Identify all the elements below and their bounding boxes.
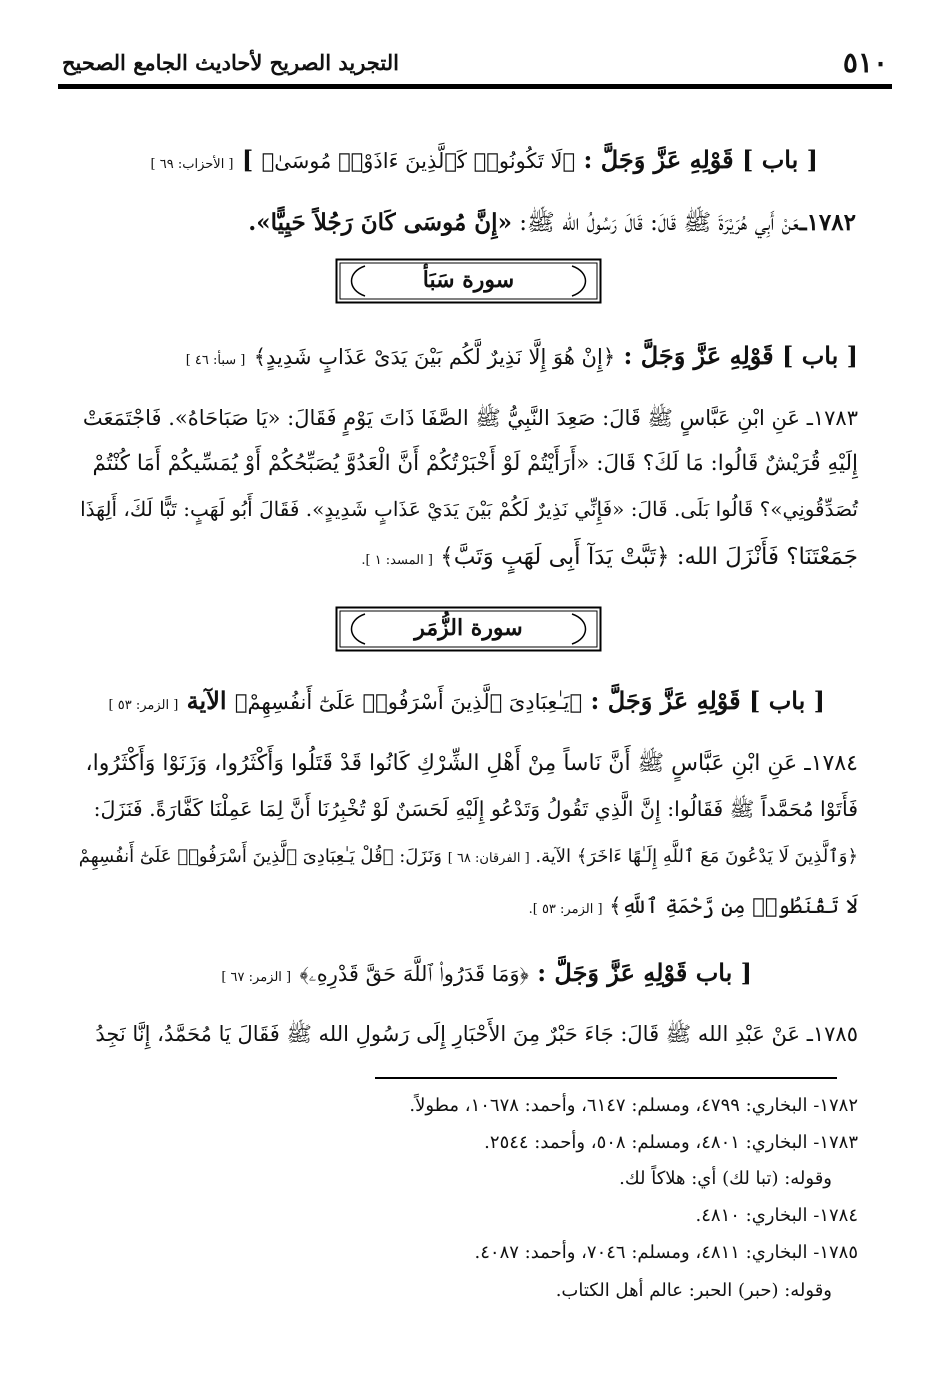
- verse-reference: [ الأحزاب: ٦٩ ]: [150, 157, 234, 172]
- chapter-heading-saba: [186, 341, 858, 370]
- hadith-1783-line-1: ١٧٨٣ـ عَنِ ابْنِ عَبَّاسٍ ﷺ قَالَ: صَعِدَ النَّبِيُّ ﷺ الصَّفَا ذَاتَ يَوْمٍ فَقَالَ: «يَا صَبَاحَاهُ». فَاجْتَمَعَتْ: [82, 406, 858, 430]
- footnote-1782: ١٧٨٢- البخاري: ٤٧٩٩، ومسلم: ٦١٤٧، وأحمد: ١٠٦٧٨، مطولاً.: [409, 1095, 858, 1116]
- verse-reference: [ الزمر: ٥٣ ].: [528, 902, 603, 917]
- chapter-heading-zumar-67: [221, 958, 752, 987]
- hadith-1784-line-4: [529, 894, 858, 918]
- surah-heading-saba: [335, 258, 602, 304]
- footnote-1783: ١٧٨٣- البخاري: ٤٨٠١، ومسلم: ٥٠٨، وأحمد: ٢٥٤٤.: [484, 1132, 858, 1153]
- running-header: [58, 42, 892, 82]
- hadith-1784-line-1: ١٧٨٤ـ عَنِ ابْنِ عَبَّاسٍ ﷺ أَنَّ نَاساً مِنْ أَهْلِ الشِّرْكِ كَانُوا قَدْ قَتَلُوا وَأَكْثَرُوا، وَزَنَوْا وَأَكْثَرُوا،: [85, 751, 858, 776]
- chapter-open: [ باب ] قَوْلِهِ عَزَّ وَجَلَّ :: [590, 686, 825, 715]
- footnote-1783-note: وقوله: (تبا لك) أي: هلاكاً لك.: [619, 1168, 832, 1189]
- chapter-heading-zumar-53: [109, 686, 826, 715]
- verse-reference: [ المسد: ١ ].: [361, 553, 433, 568]
- hadith-text: ﴿وَٱلَّذِينَ لَا يَدْعُونَ مَعَ ٱللَّهِ إِلَـٰهًا ءَاخَرَ﴾ الآية.: [535, 846, 858, 867]
- chapter-open: [ باب ] قَوْلِهِ عَزَّ وَجَلَّ :: [623, 341, 858, 370]
- hadith-1782: [248, 208, 856, 242]
- chapter-heading-ahzab: [151, 145, 818, 174]
- hadith-1783-line-2: إِلَيْهِ قُرَيْشٌ قَالُوا: مَا لَكَ؟ قَالَ: «أَرَأَيْتُمْ لَوْ أَخْبَرْتُكُمْ أَنَّ الْعَدُوَّ يُصَبِّحُكُمْ أَوْ يُمَسِّيكُمْ أَمَا كُنْتُمْ: [92, 451, 858, 476]
- hadith-1783-line-3: تُصَدِّقُونِي»؟ قَالُوا بَلَى. قَالَ: «فَإِنِّي نَذِيرٌ لَكُمْ بَيْنَ يَدَيْ عَذَابٍ شَدِيدٍ». فَقَالَ أَبُو لَهَبٍ: تَبًّا لَكَ، أَلِهَذَا: [80, 497, 858, 521]
- footnote-1784: ١٧٨٤- البخاري: ٤٨١٠.: [695, 1205, 858, 1226]
- hadith-1784-line-3: [79, 846, 858, 867]
- surah-title: سورة سَبَأ: [422, 267, 515, 293]
- page-number: ٥١٠: [842, 46, 888, 79]
- hadith-number: ١٧٨٢ـ: [799, 209, 856, 236]
- hadith-text: وَنَزَلَ: ﴿قُلْ يَـٰعِبَادِىَ ٱلَّذِينَ أَسْرَفُوا۟ عَلَىٰٓ أَنفُسِهِمْ: [78, 846, 442, 867]
- footnote-rule: [375, 1077, 837, 1079]
- hadith-text: عَنْ أَبِي هُرَيْرَةَ ﷺ قَالَ: قَالَ رَسُولُ الله ﷺ:: [519, 210, 800, 236]
- hadith-text: جَمَعْتَنَا؟ فَأَنْزَلَ الله: ﴿تَبَّتْ يَدَآ أَبِى لَهَبٍ وَتَبَّ﴾: [440, 544, 858, 570]
- hadith-quote: «إِنَّ مُوسَى كَانَ رَجُلاً حَيِيًّا».: [248, 209, 512, 236]
- hadith-1784-line-2: فَأَتَوْا مُحَمَّداً ﷺ فَقَالُوا: إِنَّ الَّذِي تَقُولُ وَتَدْعُو إِلَيْهِ لَحَسَنٌ لَوْ تُخْبِرُنَا أَنَّ لِمَا عَمِلْنَا كَفَّارَةً. فَنَزَلَ:: [93, 797, 858, 821]
- hadith-1785-line-1: ١٧٨٥ـ عَنْ عَبْدِ الله ﷺ قَالَ: جَاءَ حَبْرٌ مِنَ الأَحْبَارِ إِلَى رَسُولِ الله ﷺ فَقَالَ يَا مُحَمَّدُ، إِنَّا نَجِدُ: [95, 1022, 858, 1046]
- chapter-close: ]: [241, 145, 254, 174]
- verse-reference: [ سبأ: ٤٦ ]: [185, 353, 246, 368]
- surah-title: سورة الزُّمَر: [414, 615, 523, 641]
- header-rule: [58, 84, 892, 89]
- book-title: التجريد الصريح لأحاديث الجامع الصحيح: [62, 50, 399, 75]
- chapter-verse: ﴿لَا تَكُونُوا۟ كَٱلَّذِينَ ءَاذَوْا۟ مُوسَىٰ﴾: [261, 149, 576, 173]
- footnote-1785: ١٧٨٥- البخاري: ٤٨١١، ومسلم: ٧٠٤٦، وأحمد: ٤٠٨٧.: [474, 1242, 858, 1263]
- hadith-text: لَا تَقْنَطُوا۟ مِن رَّحْمَةِ ٱللَّهِ﴾: [609, 894, 858, 918]
- verse-reference: [ الزمر: ٦٧ ]: [221, 970, 292, 985]
- surah-heading-zumar: [335, 606, 602, 652]
- chapter-verse: ﴿يَـٰعِبَادِىَ ٱلَّذِينَ أَسْرَفُوا۟ عَلَىٰٓ أَنفُسِهِمْ﴾: [234, 690, 583, 714]
- hadith-1783-line-4: [361, 544, 858, 570]
- footnote-1785-note: وقوله: (حبر) الحبر: عالم أهل الكتاب.: [555, 1280, 832, 1301]
- verse-reference: [ الفرقان: ٦٨ ]: [447, 851, 530, 866]
- chapter-verse: ﴿إِنْ هُوَ إِلَّا نَذِيرٌ لَّكُم بَيْنَ يَدَىْ عَذَابٍ شَدِيدٍ﴾: [253, 345, 616, 369]
- chapter-tail: الآية: [186, 686, 227, 715]
- chapter-open: [ باب ] قَوْلِهِ عَزَّ وَجَلَّ :: [583, 145, 818, 174]
- chapter-open: [ باب قَوْلِهِ عَزَّ وَجَلَّ :: [537, 958, 752, 987]
- chapter-verse: ﴿وَمَا قَدَرُوا۟ ٱللَّهَ حَقَّ قَدْرِهِۦ﴾: [299, 962, 529, 986]
- verse-reference: [ الزمر: ٥٣ ]: [108, 698, 179, 713]
